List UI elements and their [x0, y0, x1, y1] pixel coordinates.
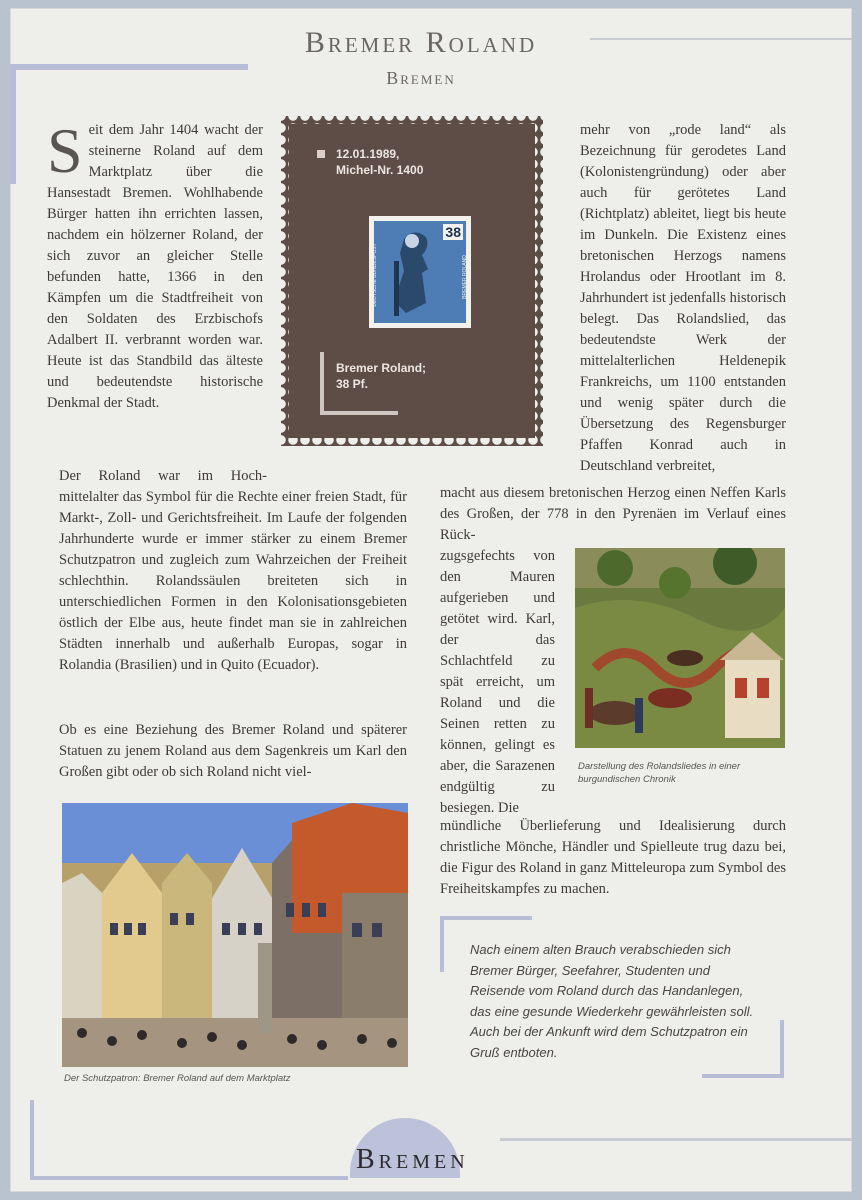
stamp-denomination: 38: [445, 224, 461, 240]
stamp-value: 38 Pf.: [336, 377, 369, 391]
stamp-side-right: BREMER ROLAND: [462, 255, 468, 299]
painting-caption: Darstellung des Rolandsliedes in einer burgundischen Chronik: [578, 761, 741, 785]
intro-paragraph: [47, 115, 263, 414]
stamp-name: Bremer Roland;: [336, 361, 427, 375]
para2-text: mittelalter das Symbol für die Rechte einer freien Stadt, für Markt-, Zoll- und Gerichtsfreiheit. Im Laufe der folgenden Jahrhunderte wurde er immer stärker zu einem Bremer Schutzpatron und zugleich zum Wahrzeichen der Freiheit schlechthin. Rolandssäulen breiteten sich in unterschiedlichen Formen in den Kolonisationsgebieten östlich der Elbe aus, heute findet man sie in zahlreichen Städten innerhalb und außerhalb Europas, sogar in Rolandia (Brasilien) und in Quito (Ecuador).: [59, 489, 407, 673]
stamp-corner-line-vertical: [320, 352, 324, 414]
frame-line-bottom: [30, 1176, 348, 1180]
quote-corner-bottom: [702, 1074, 784, 1078]
stamp-issue-date: 12.01.1989,: [336, 147, 400, 161]
stamp-image: [369, 216, 471, 328]
intro-text: eit dem Jahr 1404 wacht der steinerne Roland auf dem Marktplatz über die Hansestadt Bremen. Wohlhabende Bürger hatten ihn errichten lassen, nachdem ein hölzerner Roland, der sich zuvor an gleicher Stelle befunden hatte, 1366 in den Kämpfen um die Stadtfreiheit von den Soldaten des Erzbischofs Adalbert II. verbrannt worden war. Heute ist das Standbild das älteste und bedeutendste historische Denkmal der Stadt.: [47, 122, 263, 411]
frame-line-bottom-right: [500, 1138, 852, 1141]
stamp-corner-line-horizontal: [320, 411, 398, 415]
frame-line-bottom-left: [30, 1100, 34, 1178]
quote-corner-top: [440, 916, 532, 920]
mid-bottom-text: mündliche Überlieferung und Idealisierung durch christliche Mönche, Händler und Spielleute trug dazu bei, die Figur des Roland in ganz Mitteleuropa zum Symbol des Freiheitskampfes zu machen.: [440, 818, 786, 897]
stamp-card-inner: [289, 124, 535, 438]
marktplatz-photo-image: [62, 803, 408, 1067]
roland-statue: [258, 943, 272, 1033]
mid-narrow-text: zugsgefechts von den Mauren aufgerieben und getötet wird. Karl, der das Schlachtfeld zu spät erreicht, um Roland und die Seinen retten zu können, gelingt es aber, die Sarazenen endgültig zu besiegen. Die: [440, 548, 555, 816]
tradition-quote: Nach einem alten Brauch verabschieden sich Bremer Bürger, Seefahrer, Studenten und Reisende vom Roland durch das Handanlegen, das eine gesunde Wiederkehr gewährleisten soll. Auch bei der Ankunft wird dem Schutzpatron ein Gruß entboten.: [470, 942, 754, 1060]
photo-caption: Der Schutzpatron: Bremer Roland auf dem Marktplatz: [64, 1073, 291, 1084]
mid-wide-text: macht aus diesem bretonischen Herzog einen Neffen Karls des Großen, der 778 in den Pyrenäen im Verlauf eines Rück-: [440, 485, 786, 543]
stamp-michel-number: Michel-Nr. 1400: [336, 163, 424, 177]
stamp-side-left: DEUTSCHE BUNDESPOST: [372, 243, 378, 307]
rolandslied-painting-image: [575, 548, 785, 748]
right-column-text: mehr von „rode land“ als Bezeichnung für gerodetes Land (Kolonistengründung) oder aber auch für gerötetes Land (Richtplatz) ableitet, liegt bis heute im Dunkeln. Die Existenz eines bretonischen Herzogs namens Hrolandus oder Hrootlant im 8. Jahrhundert ist jedenfalls historisch belegt. Das Rolandslied, das bedeutendste Werk der mittelalterlichen Heldenepik Frankreichs, um 1100 entstanden und wenig später durch die Übersetzung des Regensburger Pfaffen Konrad auch in Deutschland verbreitet,: [580, 122, 786, 474]
footer-title: Bremen: [356, 1144, 469, 1175]
page-title: Bremer Roland: [304, 26, 538, 59]
para2-first-line: Der Roland war im Hoch-: [59, 468, 267, 484]
quote-corner-left: [440, 916, 444, 972]
drop-cap: S: [47, 115, 83, 186]
quote-corner-right: [780, 1020, 784, 1078]
page-subtitle: Bremen: [386, 68, 456, 88]
para3-text: Ob es eine Beziehung des Bremer Roland und späterer Statuen zu jenem Roland aus dem Sagenkreis um Karl den Großen gibt oder ob sich Roland nicht viel-: [59, 722, 407, 780]
bullet-square-icon: [317, 150, 325, 158]
